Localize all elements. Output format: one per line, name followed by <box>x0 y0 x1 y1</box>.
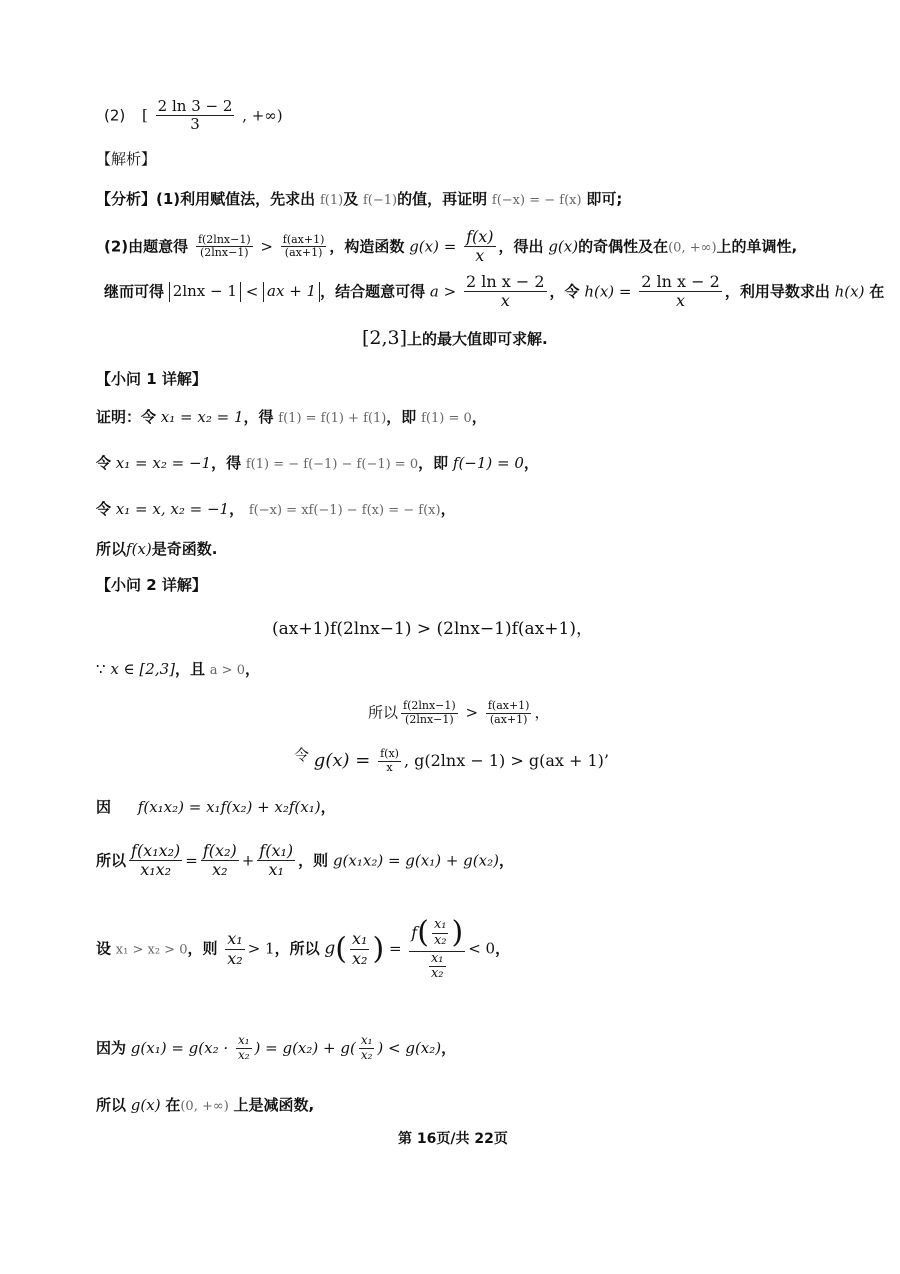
so2-eq: = <box>185 851 198 870</box>
so2-n2: f(x₂) <box>202 841 237 860</box>
g-frac-num: f(x) <box>380 747 399 761</box>
q2-text-19: 上是减函数, <box>233 1096 315 1114</box>
gx-def: g(x) = <box>409 237 457 256</box>
q1-eq-3: f(−x) = xf(−1) − f(x) = − f(x) <box>248 503 441 518</box>
q2-text-18: 在 <box>165 1096 181 1114</box>
analysis-text-3: 即可; <box>586 190 623 208</box>
q1-text-12: 所以 <box>96 540 127 558</box>
so2-g: g(x₁x₂) = g(x₁) + g(x₂) <box>332 851 499 870</box>
q1-text-10: ， <box>229 500 245 518</box>
paren-open-2: ( <box>417 915 429 950</box>
gx-num: f(x) <box>466 227 494 246</box>
frac-left-den: (2lnx−1) <box>199 246 249 260</box>
analysis-text-10: ，结合题意可得 <box>320 282 426 301</box>
q1-sub-2: x₁ = x₂ = −1 <box>115 454 212 472</box>
so-frac-right-num: f(ax+1) <box>487 699 530 712</box>
dec-gx: g(x) <box>130 1096 161 1114</box>
hx: h(x) <box>834 282 865 301</box>
since-ratio-1 <box>236 1034 252 1063</box>
q2-text-6: 因 <box>96 798 112 816</box>
since-n-1: x₁ <box>237 1033 250 1047</box>
q2-text-1: ，且 <box>175 660 206 678</box>
q2-text-12: ，则 <box>187 939 218 958</box>
q1-text-11: ， <box>440 500 456 518</box>
so-gt: > <box>465 703 479 722</box>
odd-equation: f(−x) = − f(x) <box>491 193 582 208</box>
analysis-line-2 <box>104 228 797 266</box>
q2-text-15: 因为 <box>96 1038 127 1057</box>
q1-text-3: ，即 <box>386 408 417 426</box>
q1-text-9: 令 <box>96 500 112 518</box>
so2-frac-2 <box>201 842 239 880</box>
analysis-text-14: 上的最大值即可求解. <box>407 330 548 348</box>
q1-line-3 <box>96 500 456 520</box>
frac-right-num: f(ax+1) <box>282 232 325 246</box>
analysis-text-5: ，构造函数 <box>329 237 405 256</box>
so2-frac-3 <box>257 842 295 880</box>
let-cond: x₁ > x₂ > 0 <box>115 942 188 958</box>
lt-sign: < <box>245 282 259 301</box>
let-d: x₂ <box>227 948 243 968</box>
h-den-2: x <box>676 291 686 311</box>
answer-2-numerator: 2 ln 3 − 2 <box>157 97 233 115</box>
jiexi-heading: 【解析】 <box>96 150 157 168</box>
since-eq-3: ) < g(x₂) <box>377 1038 442 1057</box>
h-num-2: 2 ln x − 2 <box>641 272 720 291</box>
analysis-text-2: 的值，再证明 <box>397 190 488 208</box>
abs-left: 2lnx − 1 <box>169 282 241 302</box>
h-den-1: x <box>500 291 510 311</box>
q2-so-line <box>368 700 550 726</box>
answer-2-tail: , +∞) <box>242 106 283 125</box>
g-rest: , g(2lnx − 1) > g(ax + 1)’ <box>403 751 609 770</box>
let-fn: f <box>411 922 418 942</box>
q1-title: 【小问 1 详解】 <box>96 370 207 388</box>
q2-yin-line <box>96 798 336 818</box>
so-frac-left <box>401 700 458 726</box>
analysis-text-9: 继而可得 <box>104 282 165 301</box>
let-lt0: < 0 <box>468 939 496 958</box>
g-frac <box>378 748 401 774</box>
so2-n3: f(x₁) <box>259 841 294 860</box>
analysis-line-4 <box>362 326 548 351</box>
analysis-text-11: ，令 <box>549 282 580 301</box>
so-frac-right-den: (ax+1) <box>489 712 528 726</box>
analysis-and: 及 <box>343 190 359 208</box>
answer-2 <box>104 98 283 134</box>
h-num-1: 2 ln x − 2 <box>465 272 545 291</box>
so2-plus: + <box>241 851 255 870</box>
g-open: g(x) = <box>313 750 371 771</box>
because-symbol: ∵ <box>96 660 106 678</box>
h-frac-2 <box>639 273 722 311</box>
paren-open-1: ( <box>335 931 347 967</box>
analysis-text-1: (1)利用赋值法，先求出 <box>156 190 316 208</box>
q2-text-17: 所以 <box>96 1096 127 1114</box>
q1-text-2: ，得 <box>243 408 274 426</box>
q2-let-line <box>96 916 510 982</box>
let-n-3: x₁ <box>433 916 447 932</box>
q1-text-6: ，得 <box>211 454 242 472</box>
gt-sign: > <box>260 237 273 256</box>
dec-interval: (0, +∞) <box>180 1099 229 1114</box>
so2-d1: x₁x₂ <box>140 860 172 880</box>
q2-since-line <box>96 1034 456 1063</box>
q2-text-8: 所以 <box>96 851 127 870</box>
interval-2-3: [2,3] <box>362 327 408 349</box>
frac-right-den: (ax+1) <box>284 246 323 260</box>
x-in-interval: x ∈ [2,3] <box>110 660 175 678</box>
q2-text-16: ， <box>441 1038 457 1057</box>
since-d-1: x₂ <box>237 1047 250 1062</box>
q2-text-9: ，则 <box>298 851 329 870</box>
a-positive: a > 0 <box>209 663 245 678</box>
q1-res-2: f(−1) = 0 <box>452 454 524 472</box>
frac-right <box>281 234 327 260</box>
page-footer: 第 16页/共 22页 <box>398 1131 508 1147</box>
f-of-minus-1: f(−1) <box>362 193 398 208</box>
q1-line-4 <box>96 540 217 560</box>
let-big-num <box>409 916 465 952</box>
analysis-line-1 <box>96 190 622 210</box>
since-n-2: x₁ <box>360 1033 373 1047</box>
q2-ling-line <box>294 746 609 775</box>
f-of-1: f(1) <box>319 193 344 208</box>
answer-2-label: (2) <box>104 106 126 125</box>
analysis-line-3 <box>104 273 884 311</box>
q1-line-1 <box>96 408 487 428</box>
paren-close-2: ) <box>451 915 464 950</box>
analysis-text-8: 上的单调性, <box>716 237 798 256</box>
so2-n1: f(x₁x₂) <box>131 841 181 860</box>
q2-so2-line <box>96 842 514 880</box>
q1-text-1: 证明：令 <box>96 408 157 426</box>
hx-def: h(x) = <box>584 282 632 301</box>
let-ratio-4 <box>429 952 446 983</box>
abs-right: ax + 1 <box>263 282 320 302</box>
q1-sub-1: x₁ = x₂ = 1 <box>160 408 244 426</box>
q2-text-5: 令 <box>294 746 310 764</box>
a-greater: a > <box>429 282 457 301</box>
q1-sub-3: x₁ = x, x₂ = −1 <box>115 500 230 518</box>
q2-because <box>96 660 260 680</box>
gx-den: x <box>475 246 485 266</box>
analysis-tag: 【分析】 <box>96 190 157 208</box>
let-gt1: > 1 <box>247 939 275 958</box>
q2-dec-line <box>96 1096 314 1116</box>
q1-line-2 <box>96 454 539 474</box>
let-ratio-3 <box>432 918 449 949</box>
q1-res-1: f(1) = 0 <box>421 411 472 426</box>
q1-fx: f(x) <box>126 540 152 558</box>
analysis-text-12: ，利用导数求出 <box>724 282 830 301</box>
frac-left-num: f(2lnx−1) <box>197 232 251 246</box>
let-d-2: x₂ <box>352 948 368 968</box>
so2-d2: x₂ <box>212 860 228 880</box>
analysis-text-4: (2)由题意得 <box>104 237 189 256</box>
let-ratio-2 <box>350 930 369 968</box>
h-frac-1 <box>464 273 547 311</box>
q2-text-11: 设 <box>96 939 112 958</box>
gx-frac <box>464 228 495 266</box>
yin-eq: f(x₁x₂) = x₁f(x₂) + x₂f(x₁) <box>137 798 321 816</box>
so-frac-right <box>486 700 532 726</box>
q1-text-8: ， <box>523 454 539 472</box>
q2-text-10: ， <box>498 851 514 870</box>
let-d-3: x₂ <box>433 932 447 948</box>
q2-title: 【小问 2 详解】 <box>96 576 207 594</box>
let-d-4: x₂ <box>430 966 444 982</box>
q1-text-7: ，即 <box>418 454 449 472</box>
let-n-4: x₁ <box>430 950 444 966</box>
paren-close-1: ) <box>372 931 385 967</box>
answer-2-denominator: 3 <box>190 115 200 134</box>
answer-2-fraction <box>156 98 235 134</box>
answer-2-open-bracket: [ <box>142 106 148 125</box>
let-ratio <box>225 930 244 968</box>
q2-text-4: ， <box>534 703 550 722</box>
q2-text-3: 所以 <box>368 703 399 722</box>
interval-0-inf: (0, +∞) <box>668 240 717 256</box>
q2-inequality: (ax+1)f(2lnx−1) > (2lnx−1)f(ax+1)， <box>272 619 593 639</box>
q1-eq-2: f(1) = − f(−1) − f(−1) = 0 <box>245 457 419 472</box>
let-g: g <box>324 938 336 959</box>
analysis-text-6: ，得出 <box>498 237 544 256</box>
q1-eq-1: f(1) = f(1) + f(1) <box>278 411 387 426</box>
gx: g(x) <box>548 237 579 256</box>
q1-text-5: 令 <box>96 454 112 472</box>
so-frac-left-num: f(2lnx−1) <box>403 699 456 712</box>
let-eq: = <box>388 939 402 958</box>
let-big-den <box>424 952 451 983</box>
since-eq-2: ) = g(x₂) + g( <box>254 1038 356 1057</box>
frac-left <box>196 234 253 260</box>
let-n: x₁ <box>227 929 243 949</box>
since-ratio-2 <box>359 1034 375 1063</box>
q2-text-14: ， <box>495 939 511 958</box>
q2-text-7: ， <box>320 798 336 816</box>
since-d-2: x₂ <box>360 1047 373 1062</box>
analysis-text-13: 在 <box>869 282 885 301</box>
so-frac-left-den: (2lnx−1) <box>405 712 454 726</box>
so2-d3: x₁ <box>268 860 284 880</box>
q2-text-2: ， <box>244 660 260 678</box>
so2-frac-1 <box>129 842 182 880</box>
let-n-2: x₁ <box>352 929 368 949</box>
analysis-text-7: 的奇偶性及在 <box>578 237 669 256</box>
q1-text-4: ， <box>471 408 487 426</box>
g-frac-den: x <box>386 761 393 774</box>
q1-text-13: 是奇函数. <box>151 540 218 558</box>
q2-text-13: ，所以 <box>274 939 320 958</box>
let-big-frac <box>409 916 465 982</box>
since-eq-1: g(x₁) = g(x₂ · <box>130 1038 229 1057</box>
